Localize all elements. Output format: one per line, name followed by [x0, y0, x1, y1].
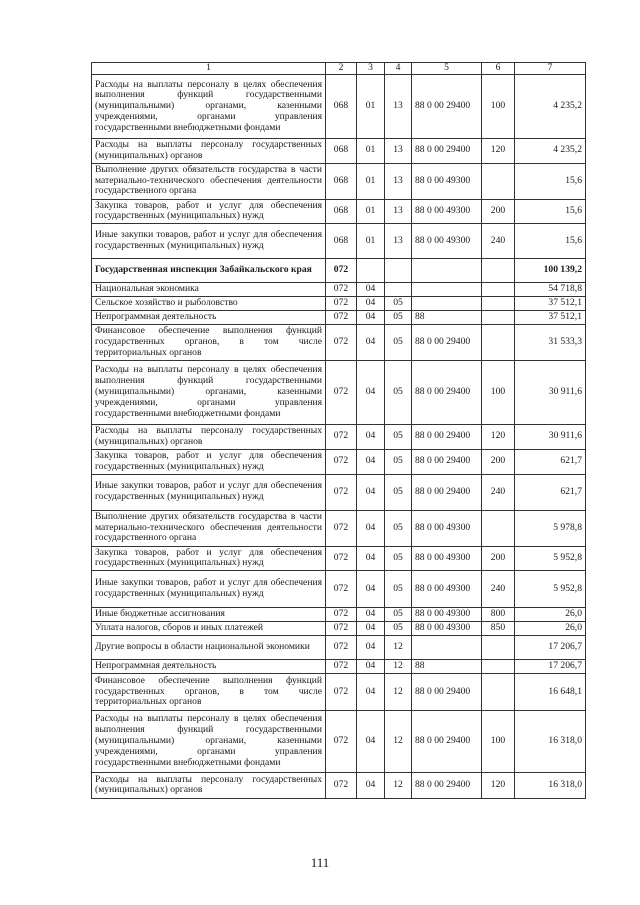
- section-cell: 04: [357, 660, 385, 674]
- table-row: [92, 710, 586, 772]
- section-cell: [357, 259, 385, 283]
- subsection-cell: 05: [385, 297, 412, 311]
- expense-type-cell: 120: [482, 139, 515, 164]
- amount-cell: 16 318,0: [515, 710, 586, 772]
- subsection-cell: 12: [385, 636, 412, 660]
- admin-code-cell: 072: [326, 571, 357, 608]
- header-cell: 1: [92, 63, 326, 75]
- table-row: [92, 546, 586, 571]
- subsection-cell: 12: [385, 772, 412, 798]
- subsection-cell: 05: [385, 622, 412, 636]
- amount-cell: 30 911,6: [515, 424, 586, 449]
- row-name-cell: Государственная инспекция Забайкальского края: [92, 259, 326, 283]
- section-cell: 04: [357, 424, 385, 449]
- expense-type-cell: [482, 510, 515, 546]
- expense-type-cell: [482, 283, 515, 297]
- subsection-cell: 05: [385, 424, 412, 449]
- section-cell: 04: [357, 546, 385, 571]
- target-article-cell: 88 0 00 29400: [412, 673, 482, 710]
- expense-type-cell: [482, 660, 515, 674]
- amount-cell: 100 139,2: [515, 259, 586, 283]
- admin-code-cell: 072: [326, 311, 357, 325]
- amount-cell: 16 318,0: [515, 772, 586, 798]
- expense-type-cell: 100: [482, 710, 515, 772]
- section-cell: 04: [357, 710, 385, 772]
- row-name-cell: Уплата налогов, сборов и иных платежей: [92, 622, 326, 636]
- subsection-cell: [385, 259, 412, 283]
- section-cell: 04: [357, 571, 385, 608]
- budget-table: [91, 62, 586, 799]
- row-name-cell: Закупка товаров, работ и услуг для обеспечения государственных (муниципальных) нужд: [92, 199, 326, 224]
- expense-type-cell: 100: [482, 75, 515, 139]
- table-row: [92, 163, 586, 199]
- row-name-cell: Национальная экономика: [92, 283, 326, 297]
- target-article-cell: 88 0 00 49300: [412, 199, 482, 224]
- table-row: [92, 75, 586, 139]
- section-cell: 04: [357, 510, 385, 546]
- amount-cell: 31 533,3: [515, 324, 586, 360]
- table-row: [92, 636, 586, 660]
- amount-cell: 621,7: [515, 474, 586, 510]
- row-name-cell: Расходы на выплаты персоналу государственных (муниципальных) органов: [92, 772, 326, 798]
- header-cell: 5: [412, 63, 482, 75]
- subsection-cell: 13: [385, 139, 412, 164]
- row-name-cell: Другие вопросы в области национальной экономики: [92, 636, 326, 660]
- target-article-cell: 88 0 00 29400: [412, 139, 482, 164]
- row-name-cell: Расходы на выплаты персоналу в целях обеспечения выполнения функций государственными (муниципальными) органами, казенными учреждениями, органами управления государственными внебюджетными фондами: [92, 710, 326, 772]
- admin-code-cell: 072: [326, 449, 357, 474]
- row-name-cell: Выполнение других обязательств государства в части материально-технического обеспечения деятельности государственного органа: [92, 163, 326, 199]
- section-cell: 04: [357, 283, 385, 297]
- header-cell: 7: [515, 63, 586, 75]
- section-cell: 04: [357, 636, 385, 660]
- subsection-cell: 05: [385, 311, 412, 325]
- amount-cell: 15,6: [515, 163, 586, 199]
- table-row: [92, 474, 586, 510]
- section-cell: 04: [357, 311, 385, 325]
- table-row: [92, 449, 586, 474]
- table-row: [92, 360, 586, 424]
- amount-cell: 17 206,7: [515, 660, 586, 674]
- admin-code-cell: 072: [326, 673, 357, 710]
- subsection-cell: 05: [385, 546, 412, 571]
- table-row: [92, 283, 586, 297]
- section-cell: 04: [357, 474, 385, 510]
- expense-type-cell: 120: [482, 772, 515, 798]
- expense-type-cell: [482, 259, 515, 283]
- target-article-cell: 88 0 00 49300: [412, 510, 482, 546]
- amount-cell: 17 206,7: [515, 636, 586, 660]
- target-article-cell: 88 0 00 49300: [412, 571, 482, 608]
- amount-cell: 5 952,8: [515, 546, 586, 571]
- amount-cell: 15,6: [515, 199, 586, 224]
- target-article-cell: 88 0 00 29400: [412, 449, 482, 474]
- section-cell: 01: [357, 163, 385, 199]
- target-article-cell: 88 0 00 49300: [412, 224, 482, 259]
- table-row: [92, 772, 586, 798]
- row-name-cell: Закупка товаров, работ и услуг для обеспечения государственных (муниципальных) нужд: [92, 546, 326, 571]
- table-row: [92, 199, 586, 224]
- header-cell: 3: [357, 63, 385, 75]
- expense-type-cell: 200: [482, 449, 515, 474]
- amount-cell: 621,7: [515, 449, 586, 474]
- amount-cell: 5 978,8: [515, 510, 586, 546]
- target-article-cell: [412, 259, 482, 283]
- subsection-cell: 05: [385, 571, 412, 608]
- page-number: 111: [310, 855, 330, 870]
- subsection-cell: 13: [385, 224, 412, 259]
- header-cell: 2: [326, 63, 357, 75]
- header-cell: 4: [385, 63, 412, 75]
- expense-type-cell: 240: [482, 224, 515, 259]
- subsection-cell: [385, 283, 412, 297]
- row-name-cell: Расходы на выплаты персоналу государственных (муниципальных) органов: [92, 424, 326, 449]
- section-cell: 04: [357, 772, 385, 798]
- admin-code-cell: 068: [326, 224, 357, 259]
- admin-code-cell: 068: [326, 199, 357, 224]
- table-row: [92, 139, 586, 164]
- target-article-cell: [412, 636, 482, 660]
- header-cell: 6: [482, 63, 515, 75]
- admin-code-cell: 072: [326, 608, 357, 622]
- subsection-cell: 05: [385, 324, 412, 360]
- section-cell: 04: [357, 622, 385, 636]
- target-article-cell: 88 0 00 29400: [412, 772, 482, 798]
- target-article-cell: 88 0 00 29400: [412, 424, 482, 449]
- section-cell: 04: [357, 324, 385, 360]
- row-name-cell: Закупка товаров, работ и услуг для обеспечения государственных (муниципальных) нужд: [92, 449, 326, 474]
- table-header-row: [92, 63, 586, 75]
- section-cell: 04: [357, 673, 385, 710]
- table-row: [92, 608, 586, 622]
- admin-code-cell: 072: [326, 710, 357, 772]
- amount-cell: 54 718,8: [515, 283, 586, 297]
- amount-cell: 37 512,1: [515, 311, 586, 325]
- row-name-cell: Финансовое обеспечение выполнения функций государственных органов, в том числе территориальных органов: [92, 324, 326, 360]
- subsection-cell: 12: [385, 660, 412, 674]
- section-cell: 04: [357, 360, 385, 424]
- target-article-cell: 88 0 00 49300: [412, 608, 482, 622]
- amount-cell: 4 235,2: [515, 75, 586, 139]
- admin-code-cell: 072: [326, 360, 357, 424]
- admin-code-cell: 072: [326, 660, 357, 674]
- table-row: [92, 297, 586, 311]
- admin-code-cell: 072: [326, 622, 357, 636]
- table-row: [92, 311, 586, 325]
- table-row: [92, 259, 586, 283]
- amount-cell: 5 952,8: [515, 571, 586, 608]
- admin-code-cell: 068: [326, 75, 357, 139]
- target-article-cell: 88 0 00 29400: [412, 360, 482, 424]
- table-row: [92, 673, 586, 710]
- admin-code-cell: 072: [326, 772, 357, 798]
- subsection-cell: 05: [385, 510, 412, 546]
- target-article-cell: [412, 283, 482, 297]
- target-article-cell: 88 0 00 49300: [412, 546, 482, 571]
- table-row: [92, 324, 586, 360]
- expense-type-cell: 800: [482, 608, 515, 622]
- admin-code-cell: 072: [326, 259, 357, 283]
- admin-code-cell: 068: [326, 139, 357, 164]
- admin-code-cell: 068: [326, 163, 357, 199]
- target-article-cell: 88: [412, 311, 482, 325]
- target-article-cell: 88 0 00 49300: [412, 163, 482, 199]
- target-article-cell: 88 0 00 29400: [412, 710, 482, 772]
- admin-code-cell: 072: [326, 324, 357, 360]
- row-name-cell: Расходы на выплаты персоналу в целях обеспечения выполнения функций государственными (муниципальными) органами, казенными учреждениями, органами управления государственными внебюджетными фондами: [92, 360, 326, 424]
- amount-cell: 15,6: [515, 224, 586, 259]
- amount-cell: 4 235,2: [515, 139, 586, 164]
- section-cell: 04: [357, 449, 385, 474]
- subsection-cell: 13: [385, 163, 412, 199]
- amount-cell: 26,0: [515, 622, 586, 636]
- table-body: [92, 75, 586, 799]
- amount-cell: 26,0: [515, 608, 586, 622]
- row-name-cell: Расходы на выплаты персоналу государственных (муниципальных) органов: [92, 139, 326, 164]
- target-article-cell: 88 0 00 49300: [412, 622, 482, 636]
- amount-cell: 16 648,1: [515, 673, 586, 710]
- section-cell: 01: [357, 199, 385, 224]
- target-article-cell: 88 0 00 29400: [412, 75, 482, 139]
- expense-type-cell: 120: [482, 424, 515, 449]
- target-article-cell: [412, 297, 482, 311]
- admin-code-cell: 072: [326, 424, 357, 449]
- row-name-cell: Иные бюджетные ассигнования: [92, 608, 326, 622]
- table-row: [92, 571, 586, 608]
- table-row: [92, 622, 586, 636]
- row-name-cell: Иные закупки товаров, работ и услуг для обеспечения государственных (муниципальных) нужд: [92, 224, 326, 259]
- expense-type-cell: 240: [482, 571, 515, 608]
- section-cell: 01: [357, 224, 385, 259]
- expense-type-cell: 200: [482, 546, 515, 571]
- expense-type-cell: [482, 311, 515, 325]
- row-name-cell: Выполнение других обязательств государства в части материально-технического обеспечения деятельности государственного органа: [92, 510, 326, 546]
- target-article-cell: 88: [412, 660, 482, 674]
- admin-code-cell: 072: [326, 636, 357, 660]
- amount-cell: 30 911,6: [515, 360, 586, 424]
- subsection-cell: 05: [385, 449, 412, 474]
- target-article-cell: 88 0 00 29400: [412, 324, 482, 360]
- row-name-cell: Расходы на выплаты персоналу в целях обеспечения выполнения функций государственными (муниципальными) органами, казенными учреждениями, органами управления государственными внебюджетными фондами: [92, 75, 326, 139]
- subsection-cell: 12: [385, 673, 412, 710]
- expense-type-cell: [482, 673, 515, 710]
- subsection-cell: 05: [385, 360, 412, 424]
- table-row: [92, 424, 586, 449]
- subsection-cell: 13: [385, 199, 412, 224]
- expense-type-cell: [482, 163, 515, 199]
- expense-type-cell: 100: [482, 360, 515, 424]
- section-cell: 04: [357, 297, 385, 311]
- admin-code-cell: 072: [326, 474, 357, 510]
- expense-type-cell: 240: [482, 474, 515, 510]
- row-name-cell: Иные закупки товаров, работ и услуг для обеспечения государственных (муниципальных) нужд: [92, 571, 326, 608]
- expense-type-cell: 200: [482, 199, 515, 224]
- section-cell: 01: [357, 75, 385, 139]
- table-row: [92, 660, 586, 674]
- subsection-cell: 13: [385, 75, 412, 139]
- expense-type-cell: 850: [482, 622, 515, 636]
- row-name-cell: Иные закупки товаров, работ и услуг для обеспечения государственных (муниципальных) нужд: [92, 474, 326, 510]
- target-article-cell: 88 0 00 29400: [412, 474, 482, 510]
- admin-code-cell: 072: [326, 510, 357, 546]
- row-name-cell: Сельское хозяйство и рыболовство: [92, 297, 326, 311]
- row-name-cell: Финансовое обеспечение выполнения функций государственных органов, в том числе территориальных органов: [92, 673, 326, 710]
- section-cell: 01: [357, 139, 385, 164]
- admin-code-cell: 072: [326, 546, 357, 571]
- admin-code-cell: 072: [326, 283, 357, 297]
- subsection-cell: 12: [385, 710, 412, 772]
- section-cell: 04: [357, 608, 385, 622]
- expense-type-cell: [482, 636, 515, 660]
- amount-cell: 37 512,1: [515, 297, 586, 311]
- expense-type-cell: [482, 324, 515, 360]
- row-name-cell: Непрограммная деятельность: [92, 311, 326, 325]
- expense-type-cell: [482, 297, 515, 311]
- table-row: [92, 510, 586, 546]
- row-name-cell: Непрограммная деятельность: [92, 660, 326, 674]
- subsection-cell: 05: [385, 474, 412, 510]
- table-row: [92, 224, 586, 259]
- admin-code-cell: 072: [326, 297, 357, 311]
- subsection-cell: 05: [385, 608, 412, 622]
